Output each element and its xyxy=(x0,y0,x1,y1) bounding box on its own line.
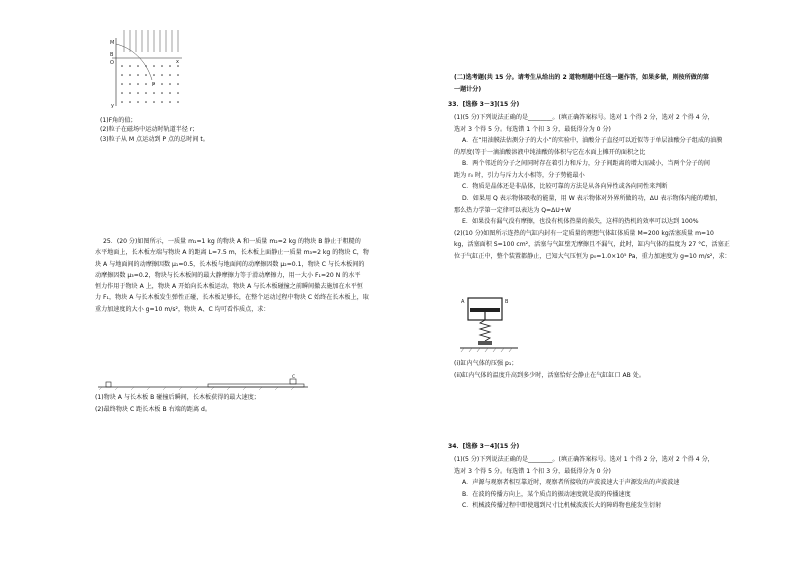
label-y: y xyxy=(111,103,114,108)
label-A: A xyxy=(461,299,465,305)
label-B: B xyxy=(110,52,114,58)
q33-option: A．在“用油膜法估测分子的大小”的实验中，油酸分子直径可以近似等于单层油酸分子组成的油膜 xyxy=(462,137,723,145)
q25-line: 恒力作用于物块 A 上，物块 A 开始向长木板运动，物块 A 与长木板碰撞之前瞬间撤去施加在水平恒 xyxy=(95,283,363,291)
magnetic-field-figure xyxy=(102,30,184,108)
q33-option: C．物质是晶体还是非晶体，比较可靠的方法是从各向异性或各向同性来判断 xyxy=(462,183,668,191)
board-figure xyxy=(98,374,308,390)
q24-part-1: (1)F角的值； xyxy=(100,117,137,124)
q25-line: 动摩擦因数 μ₃=0.2，物块与长木板间的最大静摩擦力等于滑动摩擦力，用一大小 F₁=20 N 的水平 xyxy=(95,271,361,279)
q33-2-line: (2)(10 分)如图所示连热的气缸内封有一定质量的理想气体缸体质量 M=200 kg活塞质量 m=10 xyxy=(454,229,714,237)
label-B: B xyxy=(505,299,509,305)
q34-title: 34．[选修 3－4](15 分) xyxy=(448,443,520,450)
piston xyxy=(470,308,500,312)
label-P: P xyxy=(152,82,156,88)
label-M: M xyxy=(110,40,115,46)
q33-part-1 xyxy=(454,112,731,263)
electric-field-arrows xyxy=(124,30,178,52)
q25-line: 重力加速度的大小 g=10 m/s²，物块 A、C 均可看作质点，求： xyxy=(95,305,270,313)
q25-part-2: (2)最终物块 C 距长木板 B 右端的距离 d。 xyxy=(95,405,211,413)
q34-option: C．机械波传播过程中即使遇到尺寸比机械波波长大的障碍物也能发生衍射 xyxy=(462,502,662,510)
q34-1-line: 选对 3 个得 5 分。每选错 1 个扣 3 分，最低得分为 0 分) xyxy=(454,467,611,475)
q24-part-2: (2)粒子在磁场中运动时轨道半径 r； xyxy=(100,126,199,134)
q25-line: 25．(20 分)如图所示，一质量 m₁=1 kg 的物块 A 和一质量 m₂=2 kg 的物块 B 静止于粗糙的 xyxy=(103,238,361,245)
q33-2-line: 位于气缸正中，整个装置都静止，已知大气压恒为 p₀=1.0×10⁵ Pa，重力加速度为 g=10 m/s²，求： xyxy=(454,252,731,260)
q33-sub-1: (i)缸内气体的压强 p₁； xyxy=(454,360,518,367)
q33-option: 的厚度(等于一滴油酸溶液中纯油酸的体积与它在水面上摊开的面积之比 xyxy=(454,148,646,156)
q34-1-line: (1)(5 分)下列说法正确的是________。(填正确答案标号。选对 1 个得 2 分，选对 2 个得 4 分， xyxy=(454,456,714,463)
label-O: O xyxy=(110,60,114,66)
q34-option: B．在波的传播方向上，某个质点的振动速度就是波的传播速度 xyxy=(462,490,631,498)
question-25 xyxy=(95,236,369,315)
label-x: x xyxy=(176,59,179,65)
label-C: C xyxy=(292,375,296,380)
q34-option: A．声源与观察者相互靠近时，观察者所接收的声波波速大于声源发出的声波波速 xyxy=(462,479,680,487)
spring xyxy=(480,320,490,341)
q33-option: 那么热力学第一定律可以表达为 Q=ΔU+W xyxy=(454,206,571,214)
long-board-b xyxy=(208,384,304,387)
q25-line: 力 F₁，物块 A 与长木板发生弹性正碰，长木板足够长，在整个运动过程中物块 C 始终在长木板上，取 xyxy=(95,294,369,302)
magnetic-field-dots xyxy=(121,65,179,103)
q25-line: 水平地面上，长木板左端与物块 A 的距离 L=7.5 m，长木板上面静止一质量 m₃=2 kg 的物块 C，物 xyxy=(95,249,369,257)
q33-option: E．如果没有漏气没有摩擦，也没有机体热量的损失，这样的热机的效率可以达到 100% xyxy=(462,218,699,226)
section-line: (二)选考题(共 15 分。请考生从给出的 2 道物理题中任选一题作答，如果多做，则按所做的第 xyxy=(454,74,710,81)
question-25-subquestions xyxy=(95,392,260,415)
elective-section-header xyxy=(454,72,709,95)
q33-1-line: (1)(5 分)下列说法正确的是________。(填正确答案标号。选对 1 个得 2 分，选对 2 个得 4 分， xyxy=(454,114,714,121)
q24-part-3: (3)粒子从 M 点运动到 P 点的总时间 t。 xyxy=(100,135,209,143)
q33-title: 33．[选修 3－3](15 分) xyxy=(448,101,520,108)
q25-line: 块 A 与地面间的动摩擦因数 μ₁=0.5，长木板与地面间的动摩擦因数 μ₂=0.1，物块 C 与长木板间的 xyxy=(95,260,365,268)
q25-part-1: (1)物块 A 与长木板 B 碰撞后瞬间，长木板获得的最大速度； xyxy=(95,394,260,401)
q33-option: D．如果用 Q 表示物体吸收的能量，用 W 表示物体对外界所做的功，ΔU 表示物体内能的增加， xyxy=(462,195,722,203)
q33-part-2-subquestions xyxy=(454,358,645,381)
cylinder-figure xyxy=(458,296,522,356)
q33-sub-2: (ii)缸内气体的温度升高到多少时，活塞恰好会静止在气缸缸口 AB 处。 xyxy=(454,371,645,379)
question-24-subquestions xyxy=(100,116,209,144)
q33-option: 距为 r₀ 时，引力与斥力大小相等，分子势能最小 xyxy=(454,171,585,179)
q34-part-1 xyxy=(454,454,714,512)
q33-2-line: kg，活塞面积 S=100 cm²，活塞与气缸壁无摩擦且不漏气，此时，缸内气体的温度为 27 °C，活塞正 xyxy=(454,241,730,249)
section-line: 一题计分) xyxy=(454,85,482,93)
q33-option: B．两个邻近的分子之间同时存在着引力和斥力，分子间距离的增大而减小，当两个分子的间 xyxy=(462,160,710,168)
block-a xyxy=(106,382,111,387)
q33-1-line: 选对 3 个得 5 分。每选错 1 个扣 3 分，最低得分为 0 分) xyxy=(454,125,611,133)
